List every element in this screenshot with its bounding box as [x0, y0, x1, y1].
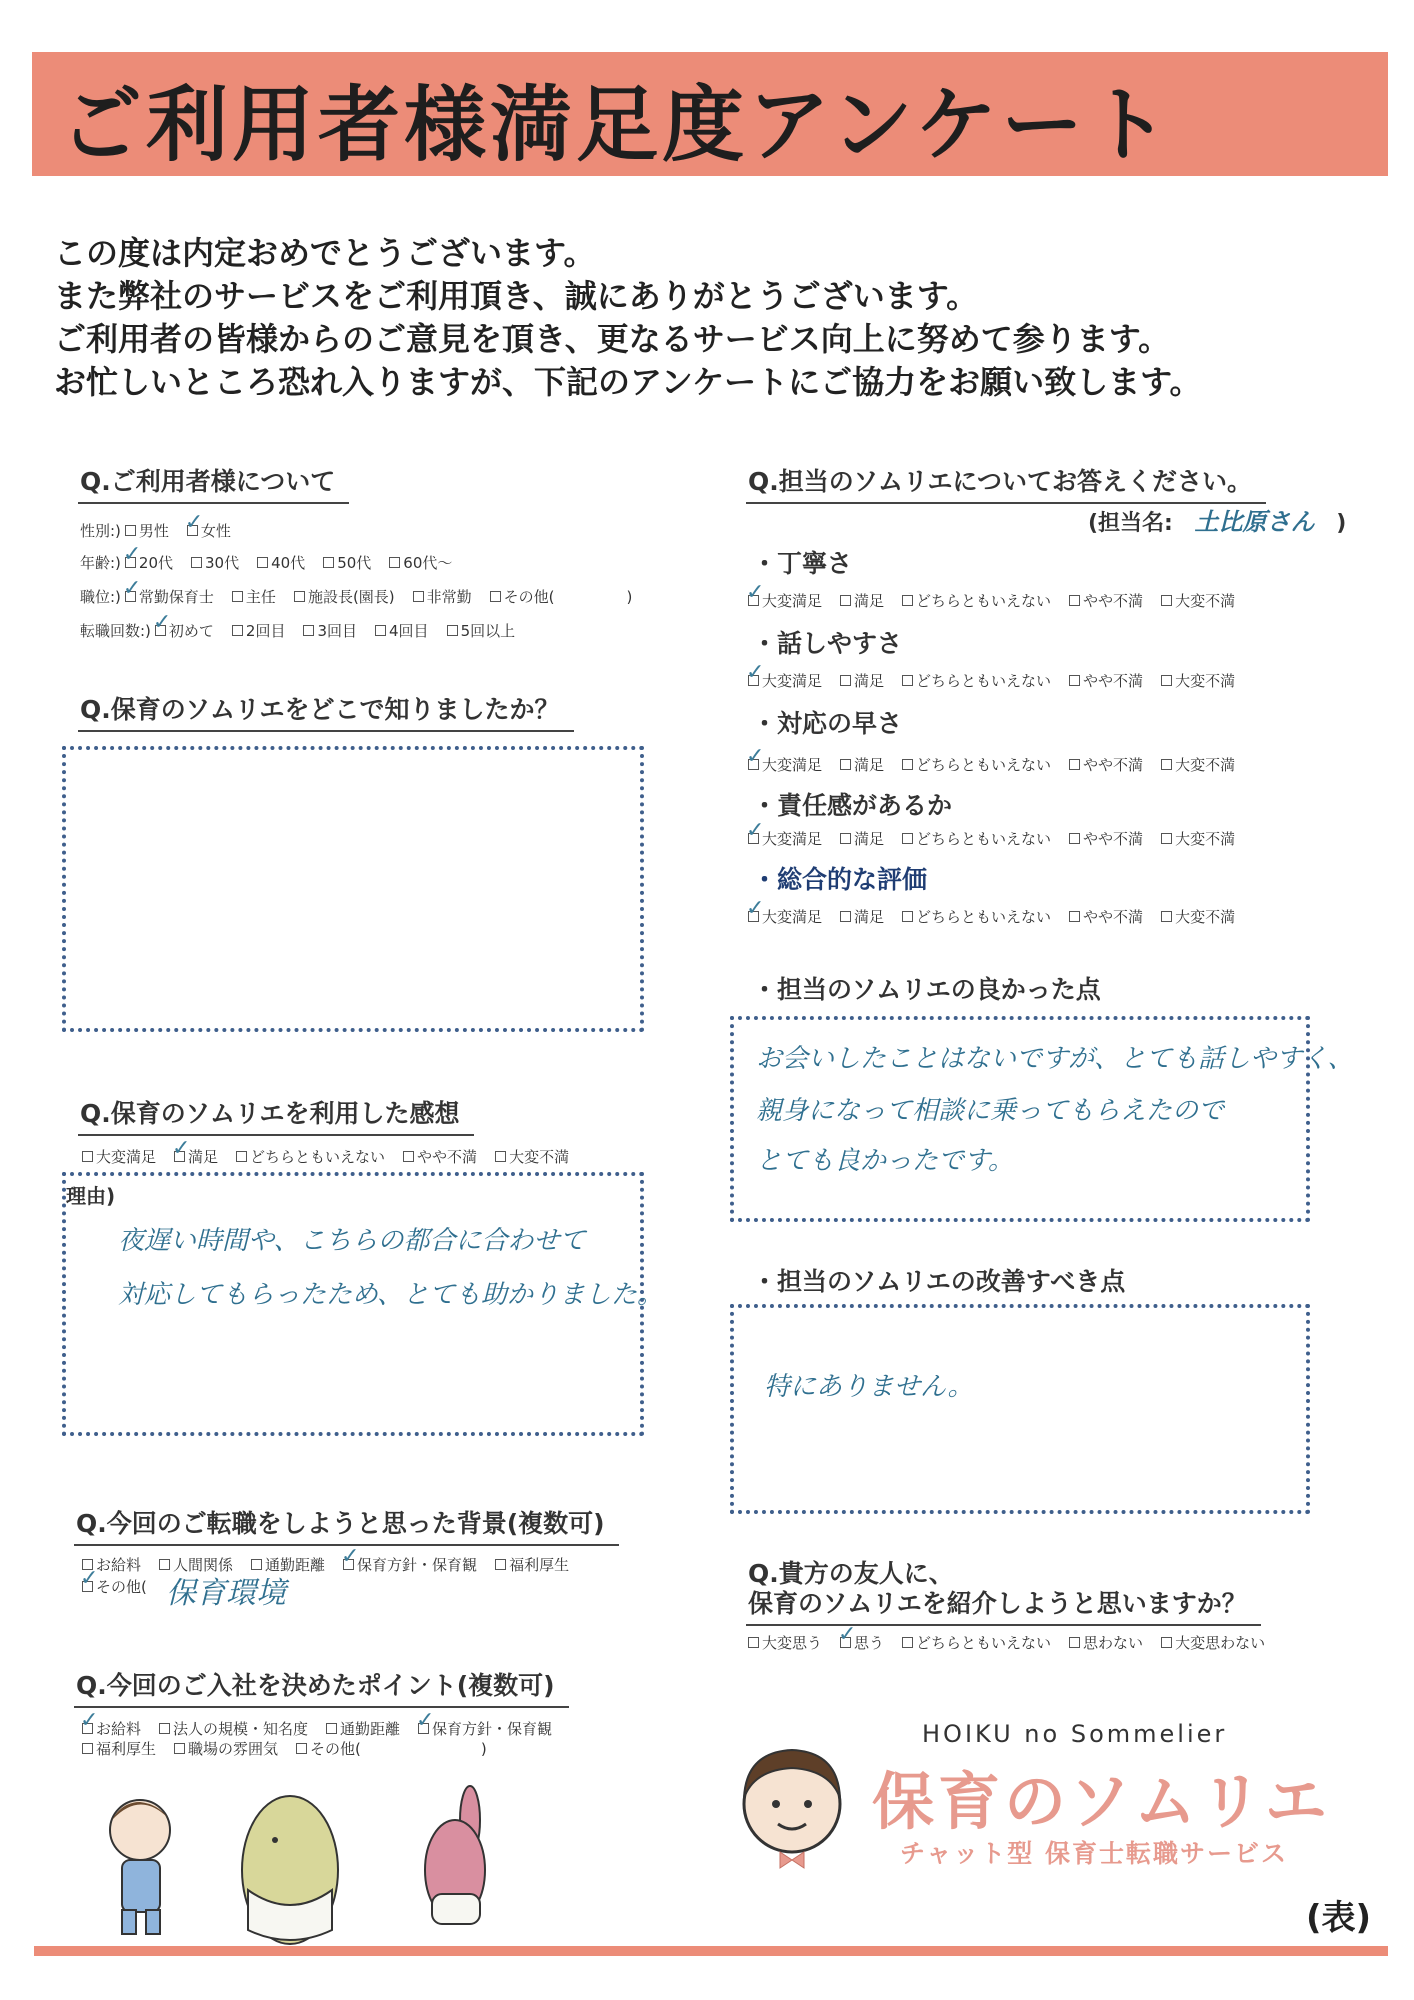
- check-mark-icon: ✓: [746, 818, 765, 843]
- rating-option[interactable]: どちらともいえない: [902, 590, 1051, 611]
- page-side-mark: (表): [1306, 1898, 1372, 1938]
- checkbox-icon[interactable]: [902, 911, 913, 922]
- checkbox-icon[interactable]: [174, 1743, 185, 1754]
- position-option[interactable]: 非常勤: [413, 586, 472, 607]
- checkbox-icon[interactable]: [902, 1637, 913, 1648]
- rating-option[interactable]: やや不満: [1069, 906, 1143, 927]
- checkbox-icon[interactable]: [82, 1743, 93, 1754]
- tanto-name: 土比原さん: [1194, 507, 1315, 536]
- rating-option[interactable]: ✓ 大変満足: [746, 896, 823, 926]
- rating-scale: [746, 744, 1253, 775]
- checkbox-icon[interactable]: [495, 1151, 506, 1162]
- checkbox-icon[interactable]: [902, 675, 913, 686]
- age-row: [80, 542, 470, 573]
- checkbox-icon[interactable]: [902, 595, 913, 606]
- background-options: [82, 1544, 587, 1575]
- background-other-row: [80, 1566, 165, 1597]
- position-label: 職位:): [80, 588, 121, 606]
- checkbox-icon[interactable]: [840, 595, 851, 606]
- check-mark-icon: ✓: [416, 1708, 435, 1733]
- rating-item-responsibility: ・責任感があるか: [752, 791, 953, 820]
- check-mark-icon: ✓: [746, 660, 765, 685]
- jobchange-option[interactable]: 5回以上: [447, 620, 516, 641]
- position-option[interactable]: ✓ 常勤保育士: [122, 576, 214, 606]
- rating-option[interactable]: やや不満: [1069, 670, 1143, 691]
- checkbox-icon[interactable]: [413, 591, 424, 602]
- rating-option[interactable]: 満足: [840, 906, 884, 927]
- good-points-heading: ・担当のソムリエの良かった点: [752, 975, 1101, 1004]
- checkbox-icon[interactable]: [323, 557, 334, 568]
- checkbox-icon[interactable]: [303, 625, 314, 636]
- logo-subtitle: チャット型 保育士転職サービス: [900, 1839, 1288, 1868]
- checkbox-icon[interactable]: [1069, 595, 1080, 606]
- rating-scale: [746, 818, 1253, 849]
- rating-option[interactable]: 満足: [840, 590, 884, 611]
- rating-option[interactable]: やや不満: [1069, 590, 1143, 611]
- age-option[interactable]: 60代～: [389, 552, 452, 573]
- recommend-option[interactable]: 大変思う: [748, 1632, 822, 1653]
- recommend-option[interactable]: どちらともいえない: [902, 1632, 1051, 1653]
- tanto-label: (担当名:: [1088, 511, 1173, 536]
- checkbox-icon[interactable]: [748, 1637, 759, 1648]
- age-option[interactable]: 30代: [191, 552, 239, 573]
- decision-options-row1: [80, 1708, 570, 1739]
- age-option[interactable]: 50代: [323, 552, 371, 573]
- boy-character-icon: [110, 1800, 170, 1934]
- checkbox-icon[interactable]: [403, 1151, 414, 1162]
- check-mark-icon: ✓: [122, 542, 142, 567]
- characters-illustration: [70, 1760, 570, 1950]
- improve-points-answer: 特にありません。: [764, 1372, 974, 1402]
- user-heading: Q.ご利用者様について: [78, 462, 349, 504]
- decision-option[interactable]: 通勤距離: [326, 1718, 400, 1739]
- gender-row: [80, 510, 249, 541]
- intro-line: お忙しいところ恐れ入りますが、下記のアンケートにご協力をお願い致します。: [54, 363, 1202, 401]
- check-mark-icon: ✓: [184, 510, 204, 535]
- checkbox-icon[interactable]: [232, 625, 243, 636]
- checkbox-icon[interactable]: [1069, 1637, 1080, 1648]
- good-points-line: とても良かったです。: [756, 1146, 1014, 1176]
- rating-option[interactable]: どちらともいえない: [902, 906, 1051, 927]
- checkbox-icon[interactable]: [1161, 833, 1172, 844]
- age-option[interactable]: ✓ 20代: [122, 542, 173, 572]
- good-points-line: お会いしたことはないですが、とても話しやすく、: [756, 1044, 1354, 1074]
- gender-option-female[interactable]: ✓ 女性: [184, 510, 231, 540]
- logo-japanese: 保育のソムリエ: [872, 1765, 1331, 1838]
- rating-option[interactable]: 満足: [840, 670, 884, 691]
- bean-character-icon: [242, 1796, 338, 1944]
- recommend-heading-line2: 保育のソムリエを紹介しようと思いますか？: [746, 1584, 1261, 1626]
- background-option[interactable]: お給料: [82, 1554, 141, 1575]
- mascot-logo-icon: [726, 1740, 866, 1870]
- tanto-close: ): [1336, 511, 1347, 536]
- check-mark-icon: ✓: [122, 576, 142, 601]
- decision-option-other[interactable]: その他(: [296, 1738, 361, 1759]
- checkbox-icon[interactable]: [375, 625, 386, 636]
- rating-option[interactable]: 満足: [840, 828, 884, 849]
- rating-item-ease-of-talk: ・話しやすさ: [752, 629, 903, 658]
- position-option-other[interactable]: その他(: [490, 586, 555, 607]
- background-option[interactable]: 通勤距離: [251, 1554, 325, 1575]
- position-row: [80, 576, 633, 607]
- background-option[interactable]: ✓ 保育方針・保育観: [341, 1544, 478, 1574]
- impression-option[interactable]: ✓ 満足: [172, 1136, 219, 1166]
- impression-heading: Q.保育のソムリエを利用した感想: [78, 1094, 474, 1136]
- impression-option[interactable]: 大変不満: [495, 1146, 569, 1167]
- background-option-other[interactable]: ✓ その他(: [80, 1566, 147, 1596]
- background-option[interactable]: 福利厚生: [495, 1554, 569, 1575]
- intro-line: この度は内定おめでとうございます。: [54, 234, 596, 272]
- intro-line: ご利用者の皆様からのご意見を頂き、更なるサービス向上に努めて参ります。: [54, 320, 1171, 358]
- checkbox-icon[interactable]: [902, 759, 913, 770]
- tanto-row: [1088, 502, 1346, 537]
- impression-answer-line: 夜遅い時間や、こちらの都合に合わせて: [118, 1226, 586, 1256]
- check-mark-icon: ✓: [341, 1544, 360, 1569]
- checkbox-icon[interactable]: [447, 625, 458, 636]
- rating-option[interactable]: どちらともいえない: [902, 754, 1051, 775]
- background-other-answer: 保育環境: [166, 1576, 286, 1611]
- decision-option[interactable]: ✓ お給料: [80, 1708, 142, 1738]
- checkbox-icon[interactable]: [82, 1151, 93, 1162]
- age-label: 年齢:): [80, 554, 121, 572]
- decision-heading: Q.今回のご入社を決めたポイント(複数可): [74, 1666, 569, 1708]
- jobchange-option[interactable]: ✓ 初めて: [152, 610, 214, 640]
- checkbox-icon[interactable]: [840, 759, 851, 770]
- where-known-heading: Q.保育のソムリエをどこで知りましたか？: [78, 690, 574, 732]
- checkbox-icon[interactable]: [902, 833, 913, 844]
- decision-options-row2: [82, 1738, 487, 1759]
- rating-scale: [746, 580, 1253, 611]
- checkbox-icon[interactable]: [1161, 759, 1172, 770]
- check-mark-icon: ✓: [152, 610, 172, 635]
- rating-option[interactable]: ✓ 大変満足: [746, 818, 823, 848]
- rating-option[interactable]: やや不満: [1069, 754, 1143, 775]
- recommend-options: [748, 1622, 1283, 1653]
- rating-option[interactable]: どちらともいえない: [902, 670, 1051, 691]
- rating-option[interactable]: ✓ 大変満足: [746, 744, 823, 774]
- sommelier-heading: Q.担当のソムリエについてお答えください。: [746, 462, 1266, 504]
- jobchange-option[interactable]: 2回目: [232, 620, 286, 641]
- position-option[interactable]: 施設長(園長): [294, 586, 395, 607]
- jobchange-row: [80, 610, 533, 641]
- intro-text: [54, 232, 1202, 404]
- check-mark-icon: ✓: [746, 896, 765, 921]
- checkbox-icon[interactable]: [1069, 759, 1080, 770]
- checkbox-icon[interactable]: [1161, 595, 1172, 606]
- rating-option[interactable]: やや不満: [1069, 828, 1143, 849]
- rating-option[interactable]: 大変不満: [1161, 590, 1235, 611]
- checkbox-icon[interactable]: [232, 591, 243, 602]
- rating-option[interactable]: 満足: [840, 754, 884, 775]
- checkbox-icon[interactable]: [257, 557, 268, 568]
- background-option[interactable]: 人間関係: [159, 1554, 233, 1575]
- checkbox-icon[interactable]: [1069, 833, 1080, 844]
- checkbox-icon[interactable]: [296, 1743, 307, 1754]
- decision-option[interactable]: 職場の雰囲気: [174, 1738, 278, 1759]
- recommend-option[interactable]: 思わない: [1069, 1632, 1143, 1653]
- improve-points-heading: ・担当のソムリエの改善すべき点: [752, 1267, 1126, 1296]
- gender-option-male[interactable]: 男性: [125, 520, 169, 541]
- decision-option[interactable]: 福利厚生: [82, 1738, 156, 1759]
- checkbox-icon[interactable]: [1069, 675, 1080, 686]
- page-title: ご利用者様満足度アンケート: [60, 78, 1174, 173]
- rating-item-politeness: ・丁寧さ: [752, 549, 853, 578]
- recommend-heading-line1: Q.貴方の友人に、: [748, 1559, 954, 1588]
- rating-scale: [746, 660, 1253, 691]
- age-option[interactable]: 40代: [257, 552, 305, 573]
- jobchange-option[interactable]: 3回目: [303, 620, 357, 641]
- impression-option[interactable]: 大変満足: [82, 1146, 156, 1167]
- impression-answer-line: 対応してもらったため、とても助かりました。: [118, 1280, 663, 1310]
- checkbox-icon[interactable]: [495, 1559, 506, 1570]
- checkbox-icon[interactable]: [840, 833, 851, 844]
- rating-item-overall: ・総合的な評価: [752, 865, 928, 894]
- rating-item-speed: ・対応の早さ: [752, 709, 903, 738]
- checkbox-icon[interactable]: [840, 675, 851, 686]
- recommend-option[interactable]: ✓ 思う: [838, 1622, 885, 1652]
- logo-english: HOIKU no Sommelier: [922, 1720, 1228, 1748]
- checkbox-icon[interactable]: [1161, 1637, 1172, 1648]
- rating-option[interactable]: どちらともいえない: [902, 828, 1051, 849]
- background-heading: Q.今回のご転職をしようと思った背景(複数可): [74, 1504, 619, 1546]
- rating-option[interactable]: 大変不満: [1161, 828, 1235, 849]
- good-points-line: 親身になって相談に乗ってもらえたので: [756, 1096, 1225, 1126]
- jobchange-option[interactable]: 4回目: [375, 620, 429, 641]
- position-option[interactable]: 主任: [232, 586, 276, 607]
- decision-option[interactable]: 法人の規模・知名度: [159, 1718, 308, 1739]
- rabbit-character-icon: [425, 1786, 485, 1924]
- footer-bar: [34, 1946, 1388, 1956]
- checkbox-icon[interactable]: [389, 557, 400, 568]
- reason-label: 理由): [66, 1184, 116, 1208]
- check-mark-icon: ✓: [80, 1566, 99, 1591]
- checkbox-icon[interactable]: [490, 591, 501, 602]
- rating-option[interactable]: ✓ 大変満足: [746, 580, 823, 610]
- checkbox-icon[interactable]: [1161, 911, 1172, 922]
- intro-line: また弊社のサービスをご利用頂き、誠にありがとうございます。: [54, 277, 979, 315]
- checkbox-icon[interactable]: [1161, 675, 1172, 686]
- paren-close: ): [480, 1739, 487, 1758]
- check-mark-icon: ✓: [746, 744, 765, 769]
- checkbox-icon[interactable]: [125, 525, 136, 536]
- rating-option[interactable]: 大変不満: [1161, 670, 1235, 691]
- decision-option[interactable]: ✓ 保育方針・保育観: [416, 1708, 553, 1738]
- rating-option[interactable]: ✓ 大変満足: [746, 660, 823, 690]
- where-known-answer-box[interactable]: [62, 746, 644, 1032]
- paren-close: ): [626, 587, 633, 606]
- check-mark-icon: ✓: [746, 580, 765, 605]
- checkbox-icon[interactable]: [191, 557, 202, 568]
- rating-option[interactable]: 大変不満: [1161, 754, 1235, 775]
- checkbox-icon[interactable]: [840, 911, 851, 922]
- impression-option[interactable]: やや不満: [403, 1146, 477, 1167]
- checkbox-icon[interactable]: [159, 1723, 170, 1734]
- jobchange-label: 転職回数:): [80, 622, 151, 640]
- rating-option[interactable]: 大変不満: [1161, 906, 1235, 927]
- improve-points-answer-box[interactable]: [730, 1304, 1310, 1514]
- recommend-option[interactable]: 大変思わない: [1161, 1632, 1265, 1653]
- gender-label: 性別:): [80, 522, 121, 540]
- impression-options: [82, 1136, 587, 1167]
- check-mark-icon: ✓: [172, 1136, 191, 1161]
- checkbox-icon[interactable]: [326, 1723, 337, 1734]
- checkbox-icon[interactable]: [236, 1151, 247, 1162]
- impression-option[interactable]: どちらともいえない: [236, 1146, 385, 1167]
- rating-scale: [746, 896, 1253, 927]
- check-mark-icon: ✓: [838, 1622, 857, 1647]
- checkbox-icon[interactable]: [294, 591, 305, 602]
- checkbox-icon[interactable]: [1069, 911, 1080, 922]
- check-mark-icon: ✓: [80, 1708, 99, 1733]
